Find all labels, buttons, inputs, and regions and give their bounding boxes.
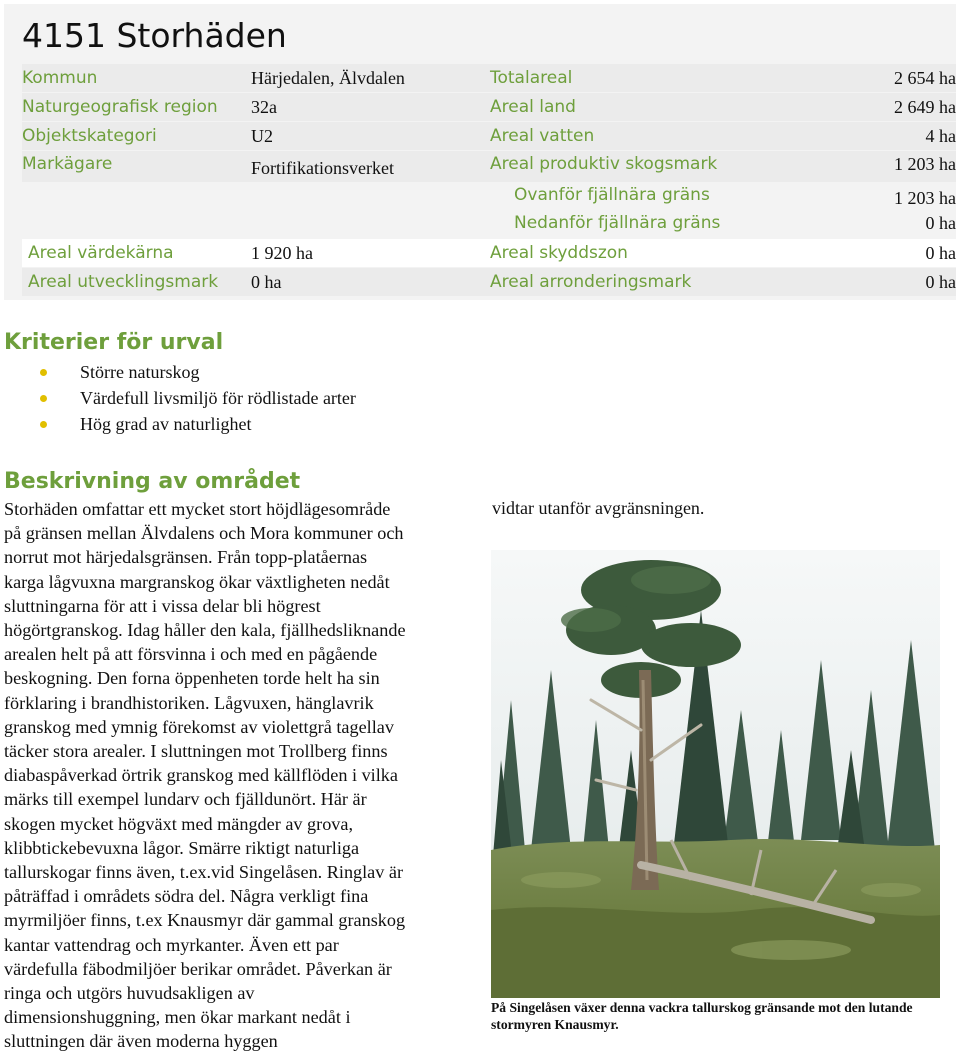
totalareal-label: Totalareal <box>490 68 573 88</box>
photo-caption: På Singelåsen växer denna vackra tallurskog gränsande mot den lutande stormyren Knausmyr. <box>491 1000 913 1032</box>
ovanfor-label: Ovanför fjällnära gräns <box>514 185 710 205</box>
region-label: Naturgeografisk region <box>22 97 218 117</box>
arrondering-value: 0 ha <box>925 272 956 292</box>
utvecklingsmark-label: Areal utvecklingsmark <box>28 272 219 292</box>
kategori-label: Objektskategori <box>22 126 157 146</box>
fact-row-ovanfor <box>22 182 956 210</box>
page-title: 4151 Storhäden <box>22 16 287 55</box>
skyddszon-value: 0 ha <box>925 243 956 263</box>
description-line: tallurskogar finns även, t.ex.vid Singelåsen. Ringlav är <box>4 862 404 883</box>
kategori-value: U2 <box>251 126 273 146</box>
fact-row-utvecklingsmark <box>22 268 956 296</box>
description-line: sluttningarna för att i vissa delar bli högrest <box>4 595 321 616</box>
description-line: Storhäden omfattar ett mycket stort höjdlägesområde <box>4 499 391 519</box>
produktiv-value: 1 203 ha <box>894 154 956 174</box>
markagare-value: Fortifikationsverket <box>251 158 394 178</box>
nedanfor-value: 0 ha <box>925 213 956 233</box>
description-text <box>4 497 470 1054</box>
fact-row-nedanfor <box>22 210 956 238</box>
description-line: arealen helt på att försvinna i och med en pågående <box>4 644 378 665</box>
vardekarna-label: Areal värdekärna <box>28 243 174 263</box>
fact-row-region <box>22 93 956 121</box>
description-line: högörtgranskog. Idag håller den kala, fjällhedsliknande <box>4 620 406 641</box>
bullet-icon <box>40 395 47 402</box>
description-line: täcker stora arealer. I sluttningen mot Trollberg finns <box>4 741 388 762</box>
vatten-label: Areal vatten <box>490 126 595 146</box>
fact-row-kommun <box>22 64 956 92</box>
forest-photo <box>491 550 940 998</box>
description-line: påträffad i områdets södra del. Några verkligt fina <box>4 886 369 907</box>
description-line: norrut mot härjedalsgränsen. Från topp-platåernas <box>4 547 368 568</box>
description-line: sluttningen där även moderna hyggen <box>4 1031 278 1052</box>
bullet-icon <box>40 369 47 376</box>
nedanfor-label: Nedanför fjällnära gräns <box>514 213 721 233</box>
description-line: på gränsen mellan Älvdalens och Mora kommuner och <box>4 523 404 544</box>
description-line: klibbtickebevuxna lågor. Smärre riktigt naturliga <box>4 837 360 858</box>
kommun-value: Härjedalen, Älvdalen <box>251 68 405 88</box>
description-continuation: vidtar utanför avgränsningen. <box>492 498 705 518</box>
description-line: diabaspåverkad örtrik granskog med källflöden i vilka <box>4 765 398 786</box>
land-value: 2 649 ha <box>894 97 956 117</box>
description-line: skogen mycket högväxt med mängder av grova, <box>4 813 353 834</box>
description-line: dimensionshuggning, men ökar markant nedåt i <box>4 1007 351 1028</box>
land-label: Areal land <box>490 97 576 117</box>
description-line: karga lågvuxna margranskog ökar växtligheten nedåt <box>4 571 390 592</box>
description-line: värdefulla fäbodmiljöer berikar området. Påverkan är <box>4 958 392 979</box>
description-line: ringa och utgörs huvudsakligen av <box>4 983 255 1004</box>
fact-row-markagare <box>22 151 956 182</box>
description-line: granskog med ymnig förekomst av violettgrå tagellav <box>4 716 394 737</box>
kommun-label: Kommun <box>22 68 98 88</box>
description-heading: Beskrivning av området <box>4 469 301 494</box>
description-line: beskogning. Den forna öppenheten torde helt ha sin <box>4 668 380 689</box>
description-line: förklaring i brandhistoriken. Lågvuxen, hänglavrik <box>4 692 374 713</box>
bullet-icon <box>40 421 47 428</box>
vardekarna-value: 1 920 ha <box>251 243 313 263</box>
fact-row-vardekarna <box>22 239 956 267</box>
description-line: myrmiljöer finns, t.ex Knausmyr där gammal granskog <box>4 910 406 931</box>
region-value: 32a <box>251 97 277 117</box>
vatten-value: 4 ha <box>925 126 956 146</box>
totalareal-value: 2 654 ha <box>894 68 956 88</box>
produktiv-label: Areal produktiv skogsmark <box>490 154 718 174</box>
markagare-label: Markägare <box>22 154 113 174</box>
utvecklingsmark-value: 0 ha <box>251 272 282 292</box>
arrondering-label: Areal arronderingsmark <box>490 272 692 292</box>
fact-row-kategori <box>22 122 956 150</box>
ovanfor-value: 1 203 ha <box>894 188 956 208</box>
description-line: kantar vattendrag och myrkanter. Även ett par <box>4 934 339 955</box>
criteria-heading: Kriterier för urval <box>4 330 224 355</box>
description-line: märks till exempel lundarv och fjälldunört. Här är <box>4 789 367 810</box>
skyddszon-label: Areal skyddszon <box>490 243 628 263</box>
